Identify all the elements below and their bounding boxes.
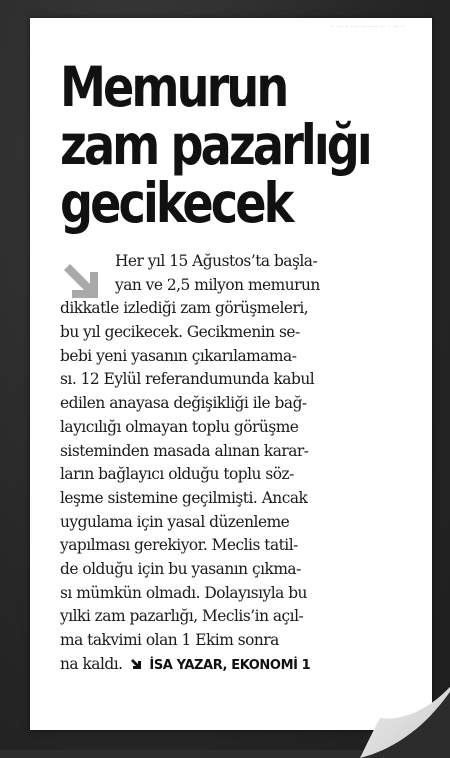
body-line: ma takvimi olan 1 Ekim sonra: [60, 631, 279, 649]
body-line: sı. 12 Eylül referandumunda kabul: [60, 370, 315, 389]
closing-line: [60, 653, 400, 677]
body-line: yılki zam pazarlığı, Meclis’in açıl-: [60, 607, 304, 626]
body-line: bebi yeni yasanın çıkarılamama-: [60, 346, 297, 365]
headline-line-2: zam pazarlığı: [60, 113, 370, 177]
last-body-text: na kaldı.: [60, 654, 123, 673]
body-line: ların bağlayıcı olduğu toplu söz-: [60, 465, 294, 484]
headline-line-3: gecikecek: [60, 171, 292, 235]
page-curl: [360, 658, 450, 758]
headline-line-1: Memurun: [60, 55, 287, 119]
body-line: dikkatle izlediği zam görüşmeleri,: [60, 299, 309, 318]
body-line: yapılması gerekiyor. Meclis tatil-: [60, 536, 298, 555]
headline: [60, 55, 370, 235]
top-strip-text: ·· ··· ·· ···· ········ ··· · ··· ··: [330, 24, 406, 30]
body-line: edilen anayasa değişikliği ile bağ-: [60, 394, 307, 413]
body-line: sı mümkün olmadı. Dolayısıyla bu: [60, 583, 307, 602]
newspaper-clipping: [30, 18, 432, 730]
body-line: layıcılığı olmayan toplu görüşme: [60, 417, 299, 436]
article-body: [60, 250, 400, 676]
byline: İSA YAZAR, EKONOMİ 1: [149, 657, 311, 673]
body-line: Her yıl 15 Ağustos’ta başla-: [115, 252, 318, 270]
body-line: uygulama için yasal düzenleme: [60, 512, 290, 531]
body-line: leşme sistemine geçilmişti. Ancak: [60, 488, 308, 507]
body-line: sisteminden masada alınan karar-: [60, 441, 309, 460]
byline-arrow-icon: [131, 659, 141, 669]
body-line: bu yıl gecikecek. Gecikmenin se-: [60, 323, 300, 342]
body-line: yan ve 2,5 milyon memurun: [115, 275, 320, 294]
body-line: de olduğu için bu yasanın çıkma-: [60, 559, 301, 578]
